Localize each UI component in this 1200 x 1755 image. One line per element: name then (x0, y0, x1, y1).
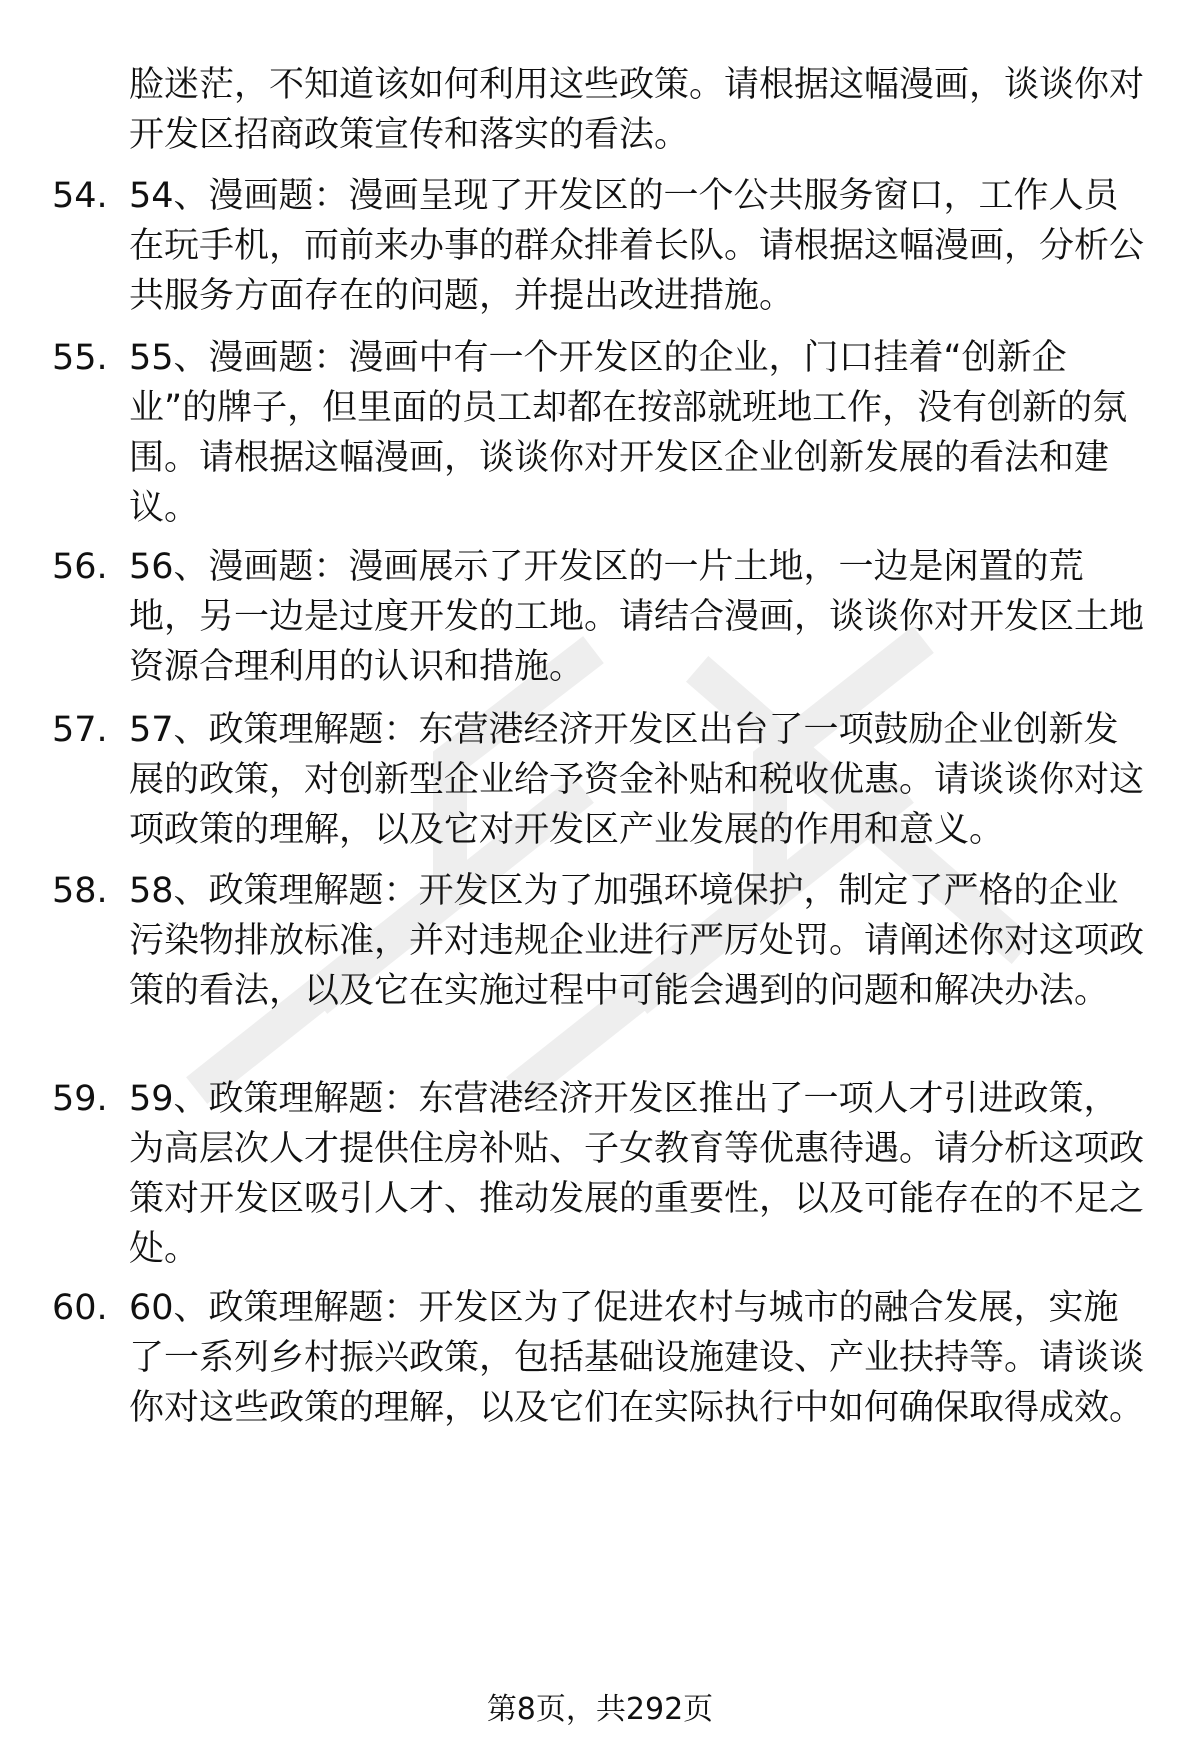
question-number: 54. (52, 176, 108, 216)
question-text: 54、漫画题：漫画呈现了开发区的一个公共服务窗口，工作人员在玩手机，而前来办事的群众排着长队。请根据这幅漫画，分析公共服务方面存在的问题，并提出改进措施。 (129, 176, 1145, 316)
question-text: 58、政策理解题：开发区为了加强环境保护，制定了严格的企业污染物排放标准，并对违规企业进行严厉处罚。请阐述你对这项政策的看法，以及它在实施过程中可能会遇到的问题和解决办法。 (129, 871, 1145, 1011)
question-text: 55、漫画题：漫画中有一个开发区的企业，门口挂着“创新企业”的牌子，但里面的员工却都在按部就班地工作，没有创新的氛围。请根据这幅漫画，谈谈你对开发区企业创新发展的看法和建议。 (129, 338, 1128, 528)
question-number: 57. (52, 710, 108, 750)
question-text: 57、政策理解题：东营港经济开发区出台了一项鼓励企业创新发展的政策，对创新型企业给予资金补贴和税收优惠。请谈谈你对这项政策的理解，以及它对开发区产业发展的作用和意义。 (129, 710, 1145, 850)
question-text: 60、政策理解题：开发区为了促进农村与城市的融合发展，实施了一系列乡村振兴政策，包括基础设施建设、产业扶持等。请谈谈你对这些政策的理解，以及它们在实际执行中如何确保取得成效。 (129, 1288, 1145, 1428)
question-number: 55. (52, 338, 108, 378)
question-number: 59. (52, 1079, 108, 1119)
page-footer: 第8页，共292页 (486, 1692, 714, 1727)
question-number: 60. (52, 1288, 108, 1328)
question-text: 56、漫画题：漫画展示了开发区的一片土地，一边是闲置的荒地，另一边是过度开发的工地。请结合漫画，谈谈你对开发区土地资源合理利用的认识和措施。 (129, 547, 1145, 687)
continuation-paragraph: 脸迷茫，不知道该如何利用这些政策。请根据这幅漫画，谈谈你对开发区招商政策宣传和落实的看法。 (129, 65, 1145, 155)
question-number: 56. (52, 547, 108, 587)
question-text: 59、政策理解题：东营港经济开发区推出了一项人才引进政策，为高层次人才提供住房补贴、子女教育等优惠待遇。请分析这项政策对开发区吸引人才、推动发展的重要性，以及可能存在的不足之处。 (129, 1079, 1145, 1269)
question-number: 58. (52, 871, 108, 911)
